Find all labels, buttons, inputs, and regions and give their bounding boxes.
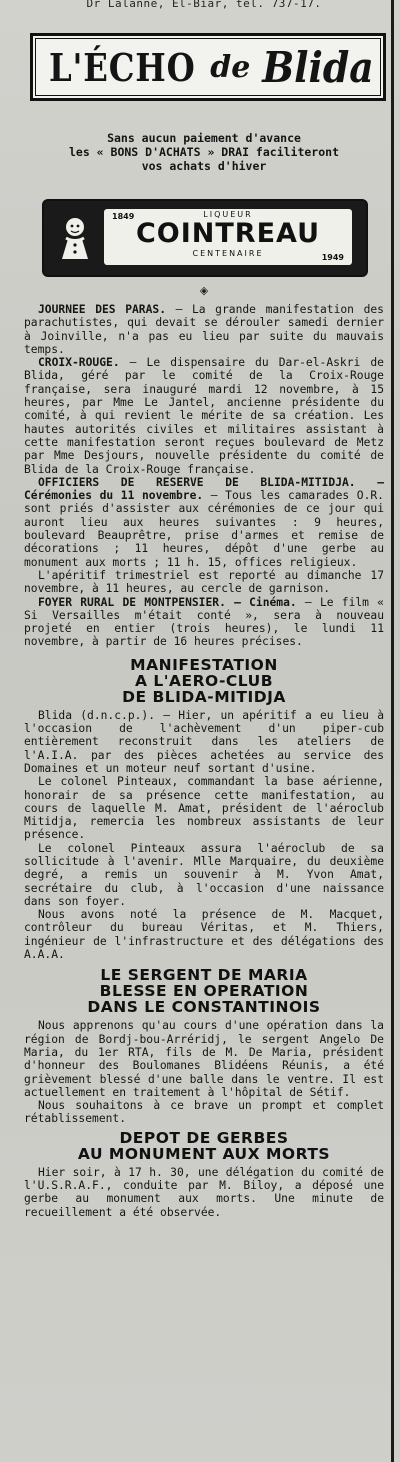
ad-year-left: 1849: [112, 212, 135, 221]
ad-brand: COINTREAU: [135, 218, 321, 249]
news-item-heading: JOURNEE DES PARAS.: [38, 303, 166, 316]
ad-year-right: 1949: [321, 253, 344, 262]
news-item: [24, 303, 384, 356]
article-paragraph: Nous apprenons qu'au cours d'une opération dans la région de Bordj-bou-Arréridj, le sergent Angelo De Maria, du 1er RTA, fils de M. De Maria, président d'honneur des Boulomanes Blidéens Réunis, a été grièvement blessé d'une balle dans le ventre. Il est actuellement en traitement à l'hôpital de Sétif.: [24, 1019, 384, 1099]
article-paragraph: Hier soir, à 17 h. 30, une délégation du comité de l'U.S.R.A.F., conduite par M. Biloy, a déposé une gerbe au monument aux morts. Une minute de recueillement a été observée.: [24, 1165, 384, 1219]
news-item: [24, 476, 384, 569]
promo-line-2: les « BONS D'ACHATS » DRAI faciliteront: [68, 145, 340, 159]
article-paragraph: Blida (d.n.c.p.). — Hier, un apéritif a eu lieu à l'occasion de l'achèvement d'un piper-cub entièrement reconstruit dans les ateliers de l'A.I.A. par des pièces achetées au service des Domaines et un moteur neuf sortant d'usine.: [24, 708, 384, 775]
article-paragraph: Nous souhaitons à ce brave un prompt et complet rétablissement.: [24, 1099, 384, 1126]
previous-article-tail: Dr Lalanne, El-Biar, tel. 737-17.: [86, 0, 322, 10]
ad-centenaire: CENTENAIRE: [192, 249, 264, 258]
masthead-echo: L'ÉCHO: [48, 44, 196, 90]
masthead-de: de: [210, 49, 251, 85]
gerbes-headline: [24, 1130, 384, 1162]
headline-line: A L'AERO-CLUB: [134, 671, 274, 690]
masthead-blida: Blida: [262, 42, 375, 92]
aeroclub-headline: [24, 657, 384, 705]
news-item-heading: CROIX-ROUGE.: [38, 356, 120, 370]
cointreau-label: [104, 209, 352, 265]
headline-line: MANIFESTATION: [130, 655, 278, 674]
headline-line: DE BLIDA-MITIDJA: [122, 687, 286, 706]
ad-liqueur: LIQUEUR: [203, 210, 253, 219]
column-rule: [391, 0, 394, 1462]
news-item-text: — La grande manifestation des parachutistes, qui devait se dérouler samedi dernier à Joinville, n'a pas eu lieu par suite du mauvais temps.: [24, 303, 384, 356]
sergent-headline: [24, 967, 384, 1015]
article-paragraph: Le colonel Pinteaux assura l'aéroclub de sa sollicitude à l'avenir. Mlle Marquaire, du deuxième degré, a remis un souvenir à M. Yvon Amat, secrétaire du club, à l'occasion d'une naissance dans son foyer.: [24, 841, 384, 908]
aeroclub-article: [24, 709, 384, 962]
news-item-text: — Tous les camarades O.R. sont priés d'assister aux cérémonies de ce jour qui auront lieu aux heures suivantes : 9 heures, boulevard Beauprêtre, prise d'armes et remise de décorations ; 11 heures, dépôt d'une gerbe au monument aux morts ; 11 h. 15, offices religieux.: [24, 489, 384, 569]
headline-line: DANS LE CONSTANTINOIS: [87, 998, 321, 1017]
headline-line: DEPOT DE GERBES: [119, 1128, 289, 1147]
diamond-ornament-icon: ◈: [199, 284, 209, 297]
article-paragraph: Le colonel Pinteaux, commandant la base aérienne, honorair de sa présence cette manifestation, au cours de laquelle M. Amat, président de l'aéroclub Mitidja, remercia les nombreux assistants de leur présence.: [24, 775, 384, 842]
news-item-text: L'apéritif trimestriel est reporté au dimanche 17 novembre, à 11 heures, au cercle de garnison.: [24, 568, 384, 596]
news-item: [24, 569, 384, 596]
sergent-article: [24, 1019, 384, 1125]
article-paragraph: Nous avons noté la présence de M. Macquet, contrôleur du bureau Véritas, et M. Thiers, ingénieur de l'infrastructure et des délégations des A.A.A.: [24, 908, 384, 962]
gerbes-article: [24, 1166, 384, 1219]
masthead: [30, 33, 386, 101]
news-column: [24, 0, 384, 1219]
promo-text: [24, 131, 384, 173]
promo-line-3: vos achats d'hiver: [141, 159, 267, 173]
news-item-heading: FOYER RURAL DE MONTPENSIER. — Cinéma.: [38, 595, 297, 609]
news-item: [24, 356, 384, 476]
cointreau-advertisement: [42, 199, 368, 277]
pierrot-figure-icon: [56, 215, 94, 261]
news-item-text: — Le dispensaire du Dar-el-Askri de Blida, géré par le comité de la Croix-Rouge française, sera inauguré mardi 12 novembre, à 15 heures, par Mme Le Jantel, ancienne présidente du comité, à qui revient le mérite de sa création. Les hautes autorités civiles et militaires assistant à cette manifestation seront reçues boulevard de Metz par Mme Desjours, nouvelle présidente du comité de Blida de la Croix-Rouge française.: [24, 356, 384, 476]
news-item: [24, 596, 384, 649]
headline-line: BLESSE EN OPERATION: [99, 982, 309, 1001]
headline-line: LE SERGENT DE MARIA: [100, 966, 308, 985]
headline-line: AU MONUMENT AUX MORTS: [77, 1144, 331, 1163]
news-item-heading: OFFICIERS DE RESERVE DE BLIDA-MITIDJA. — Cérémonies du 11 novembre.: [24, 475, 384, 503]
news-item-text: — Le film « Si Versailles m'était conté », sera à nouveau projeté en entier (trois heures), le lundi 11 novembre, à partir de 16 heures précises.: [24, 595, 384, 649]
promo-line-1: Sans aucun paiement d'avance: [107, 131, 301, 145]
local-news-section: [24, 303, 384, 649]
